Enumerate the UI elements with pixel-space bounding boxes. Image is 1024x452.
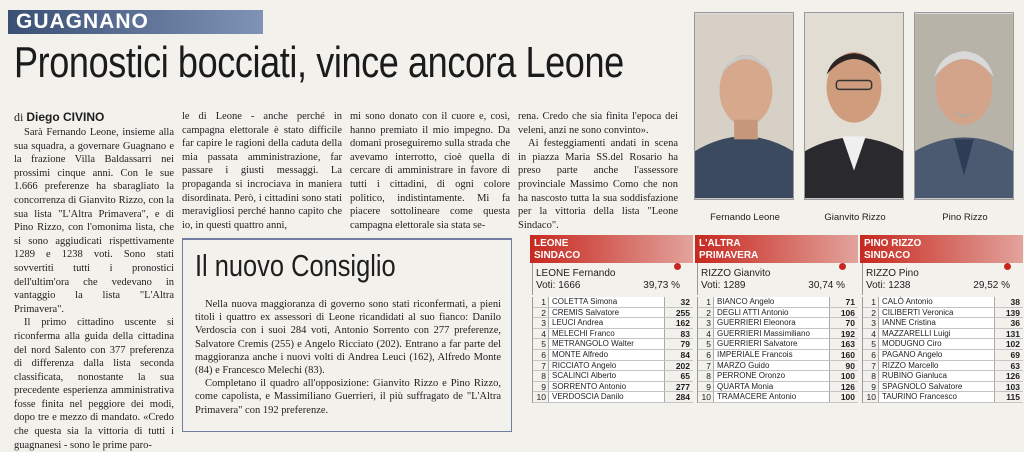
candidate-votes: Voti: 1289 — [701, 280, 746, 291]
table-row — [863, 382, 1023, 393]
councilor-votes: 79 — [680, 339, 690, 350]
candidate-summary — [697, 263, 858, 295]
councilor-name: SORRENTO Antonio — [548, 382, 665, 392]
row-number: 9 — [871, 381, 876, 392]
row-number: 4 — [706, 328, 711, 339]
table-row — [863, 361, 1023, 372]
portrait-photo-pino-rizzo — [914, 12, 1014, 200]
councilor-name: BIANCO Angelo — [713, 297, 830, 307]
councilor-name: MARZO Guido — [713, 361, 830, 371]
row-number: 4 — [541, 328, 546, 339]
row-number: 10 — [701, 392, 711, 403]
byline: di Diego CIVINO — [14, 110, 105, 124]
row-number: 1 — [541, 297, 546, 307]
table-row — [698, 339, 858, 350]
councilor-name: PAGANO Angelo — [878, 350, 995, 360]
row-number: 3 — [706, 318, 711, 329]
table-row — [533, 392, 693, 403]
candidate-percent: 30,74 % — [808, 280, 845, 291]
new-council-box — [182, 238, 512, 432]
paragraph: rena. Credo che sia finita l'epoca dei veleni, anzi ne sono convinto». — [518, 111, 678, 136]
article-column-4 — [518, 110, 678, 232]
table-row — [698, 361, 858, 372]
table-row — [533, 361, 693, 372]
party-tag: PINO RIZZO SINDACO — [860, 235, 1023, 263]
row-number: 2 — [541, 307, 546, 318]
table-row — [863, 339, 1023, 350]
councilor-name: MONTE Alfredo — [548, 350, 665, 360]
table-row — [533, 329, 693, 340]
row-number: 5 — [541, 339, 546, 350]
box-text — [195, 298, 501, 417]
councilor-votes: 202 — [675, 360, 690, 371]
table-row — [698, 318, 858, 329]
candidate-votes: Voti: 1238 — [866, 280, 911, 291]
row-number: 8 — [541, 371, 546, 382]
row-number: 7 — [871, 360, 876, 371]
councilor-votes: 126 — [1005, 371, 1020, 382]
row-number: 2 — [706, 307, 711, 318]
row-number: 6 — [871, 349, 876, 360]
councilor-votes: 284 — [675, 392, 690, 403]
table-row — [863, 297, 1023, 308]
article-column-2 — [182, 110, 342, 234]
box-title: Il nuovo Consiglio — [195, 248, 396, 283]
article-column-1 — [14, 126, 174, 452]
councilor-votes: 162 — [675, 318, 690, 329]
councilor-name: METRANGOLO Walter — [548, 339, 665, 349]
row-number: 9 — [706, 381, 711, 392]
table-row — [533, 371, 693, 382]
councilor-votes: 102 — [1005, 339, 1020, 350]
row-number: 3 — [541, 318, 546, 329]
portrait-photo-gianvito-rizzo — [804, 12, 904, 200]
councilor-votes: 65 — [680, 371, 690, 382]
party-tag: L'ALTRA PRIMAVERA — [695, 235, 858, 263]
paragraph: Il primo cittadino uscente si riconferma alla guida della cittadina del nord Salento con 377 preferenza di differenza dalla lista seconda classificata, nonostante la sua precedente esperienza amministrativa fosse finita nel peggiore dei modi, dopo tre e mezzo di mandato. «Credo che questa sia la vittoria di tutti i guagnanesi - sono le prime paro- — [14, 317, 174, 451]
table-row — [533, 318, 693, 329]
councilor-votes: 84 — [680, 349, 690, 360]
councilor-name: TAURINO Francesco — [878, 392, 995, 402]
councilor-list — [862, 297, 1023, 403]
councilor-name: COLETTA Simona — [548, 297, 665, 307]
candidate-summary — [862, 263, 1023, 295]
councilor-name: MODUGNO Ciro — [878, 339, 995, 349]
councilor-votes: 126 — [840, 381, 855, 392]
candidate-votes: Voti: 1666 — [536, 280, 581, 291]
table-row — [698, 382, 858, 393]
councilor-votes: 106 — [840, 307, 855, 318]
councilor-name: SPAGNOLO Salvatore — [878, 382, 995, 392]
councilor-votes: 163 — [840, 339, 855, 350]
table-row — [533, 350, 693, 361]
row-number: 7 — [706, 360, 711, 371]
councilor-name: IMPERIALE Francois — [713, 350, 830, 360]
councilor-name: CALÒ Antonio — [878, 297, 995, 307]
councilor-votes: 255 — [675, 307, 690, 318]
councilor-list — [532, 297, 693, 403]
councilor-name: VERDOSCIA Danilo — [548, 392, 665, 402]
portrait-photo-leone — [694, 12, 794, 200]
caption-gianvito-rizzo: Gianvito Rizzo — [824, 212, 886, 223]
row-number: 1 — [871, 297, 876, 307]
caption-pino-rizzo: Pino Rizzo — [942, 212, 988, 223]
table-row — [533, 382, 693, 393]
councilor-votes: 63 — [1010, 360, 1020, 371]
table-row — [863, 371, 1023, 382]
councilor-votes: 115 — [1006, 392, 1020, 403]
table-row — [863, 318, 1023, 329]
row-number: 6 — [706, 349, 711, 360]
paragraph: Nella nuova maggioranza di governo sono stati riconfermati, a pieni titoli i quattro ex assessori di Leone ricandidati al suo fianco: Danilo Verdoscia con i suoi 284 voti, Antonio Sorrento con 277 preferenze, Salvatore Cremis (255) e Angelo Ricciato (202). Entrano a far parte del maggioranza anche i nuovi volti di Andrea Leuci (162), Alfredo Monte (84) e Francesco Melechi (83). — [195, 299, 501, 377]
councilor-votes: 71 — [845, 297, 855, 307]
councilor-votes: 192 — [840, 328, 855, 339]
party-tag: LEONE SINDACO — [530, 235, 693, 263]
table-row — [698, 371, 858, 382]
party-results-altra-primavera — [695, 235, 858, 435]
row-number: 10 — [536, 392, 546, 403]
candidate-name: RIZZO Pino — [866, 268, 919, 279]
councilor-name: MAZZARELLI Luigi — [878, 329, 995, 339]
councilor-votes: 36 — [1010, 318, 1020, 329]
table-row — [698, 392, 858, 403]
councilor-name: CREMIS Salvatore — [548, 308, 665, 318]
candidate-summary — [532, 263, 693, 295]
row-number: 5 — [871, 339, 876, 350]
councilor-name: QUARTA Monia — [713, 382, 830, 392]
councilor-list — [697, 297, 858, 403]
councilor-votes: 277 — [675, 381, 690, 392]
row-number: 2 — [871, 307, 876, 318]
candidate-name: RIZZO Gianvito — [701, 268, 771, 279]
councilor-votes: 160 — [840, 349, 855, 360]
table-row — [863, 350, 1023, 361]
paragraph: Sarà Fernando Leone, insieme alla sua squadra, a governare Guagnano e la frazione Villa Baldassarri nei prossimi cinque anni. Con le sue 1.666 preferenze ha sbaragliato la concorrenza di Gianvito Rizzo, con la sua lista "L'Altra Primavera", e di Pino Rizzo, con l'omonima lista, che si sono aggiudicati rispettivamente 1289 e 1238 voti. Sono stati sovvertiti tutti i pronostici dell'ultim'ora che vedevano in vantaggio la lista "L'Altra Primavera". — [14, 127, 174, 315]
author-name: Diego CIVINO — [26, 110, 105, 124]
councilor-votes: 139 — [1005, 307, 1020, 318]
councilor-name: GUERRIERI Massimiliano — [713, 329, 830, 339]
article-column-3 — [350, 110, 510, 234]
paragraph: Ai festeggiamenti andati in scena in piazza Maria SS.del Rosario ha preso parte anche l'assessore provinciale Massimo Como che non ha nascosto tutta la sua soddisfazione per la vittoria della lista "Leone Sindaco". — [518, 138, 678, 231]
table-row — [533, 297, 693, 308]
councilor-name: PERRONE Oronzo — [713, 371, 830, 381]
councilor-name: SCALINCI Alberto — [548, 371, 665, 381]
candidate-percent: 29,52 % — [973, 280, 1010, 291]
table-row — [863, 308, 1023, 319]
councilor-name: DEGLI ATTI Antonio — [713, 308, 830, 318]
headline: Pronostici bocciati, vince ancora Leone — [14, 38, 624, 87]
councilor-name: CILIBERTI Veronica — [878, 308, 995, 318]
councilor-votes: 38 — [1010, 297, 1020, 307]
table-row — [698, 329, 858, 340]
party-results-leone-sindaco — [530, 235, 693, 435]
councilor-name: IANNE Cristina — [878, 318, 995, 328]
councilor-votes: 70 — [845, 318, 855, 329]
table-row — [863, 329, 1023, 340]
row-number: 8 — [706, 371, 711, 382]
councilor-name: RICCIATO Angelo — [548, 361, 665, 371]
councilor-votes: 83 — [680, 328, 690, 339]
row-number: 5 — [706, 339, 711, 350]
councilor-votes: 103 — [1005, 381, 1020, 392]
councilor-name: RUBINO Gianluca — [878, 371, 995, 381]
row-number: 6 — [541, 349, 546, 360]
table-row — [698, 350, 858, 361]
row-number: 4 — [871, 328, 876, 339]
councilor-name: LEUCI Andrea — [548, 318, 665, 328]
row-number: 7 — [541, 360, 546, 371]
councilor-name: GUERRIERI Salvatore — [713, 339, 830, 349]
councilor-votes: 90 — [845, 360, 855, 371]
candidate-name: LEONE Fernando — [536, 268, 616, 279]
councilor-name: RIZZO Marcello — [878, 361, 995, 371]
row-number: 8 — [871, 371, 876, 382]
table-row — [698, 297, 858, 308]
table-row — [863, 392, 1023, 403]
candidate-percent: 39,73 % — [643, 280, 680, 291]
row-number: 9 — [541, 381, 546, 392]
paragraph: le di Leone - anche perché in campagna elettorale è stato difficile far capire le ragioni della caduta della mia passata amministrazione, far passare i giusti messaggi. La propaganda si incrociava in maniera disordinata. Però, i cittadini sono stati meravigliosi perché hanno capito che io, in questi quattro anni, — [182, 111, 342, 231]
party-results-pino-rizzo-sindaco — [860, 235, 1023, 435]
councilor-name: GUERRIERI Eleonora — [713, 318, 830, 328]
section-tag: GUAGNANO — [8, 10, 263, 34]
paragraph: Completano il quadro all'opposizione: Gianvito Rizzo e Pino Rizzo, come capolista, e Massimiliano Guerrieri, il più suffragato de "L'Altra Primavera" con 192 preferenze. — [195, 378, 501, 416]
councilor-name: MELECHI Franco — [548, 329, 665, 339]
councilor-votes: 32 — [680, 297, 690, 307]
row-number: 10 — [866, 392, 876, 403]
table-row — [698, 308, 858, 319]
caption-leone: Fernando Leone — [710, 212, 780, 223]
row-number: 3 — [871, 318, 876, 329]
councilor-name: TRAMACERE Antonio — [713, 392, 830, 402]
paragraph: mi sono donato con il cuore e, così, hanno premiato il mio impegno. Da domani proseguiremo sulla strada che avevamo interrotto, cioè quella di cercare di amministrare in favore di tutti i cittadini, di ogni colore politico, indistintamente. Mi fa piacere sottolineare come questa campagna elettorale sia stata se- — [350, 111, 510, 231]
row-number: 1 — [706, 297, 711, 307]
councilor-votes: 100 — [840, 392, 855, 403]
councilor-votes: 100 — [840, 371, 855, 382]
councilor-votes: 69 — [1010, 349, 1020, 360]
table-row — [533, 308, 693, 319]
councilor-votes: 131 — [1005, 328, 1020, 339]
table-row — [533, 339, 693, 350]
